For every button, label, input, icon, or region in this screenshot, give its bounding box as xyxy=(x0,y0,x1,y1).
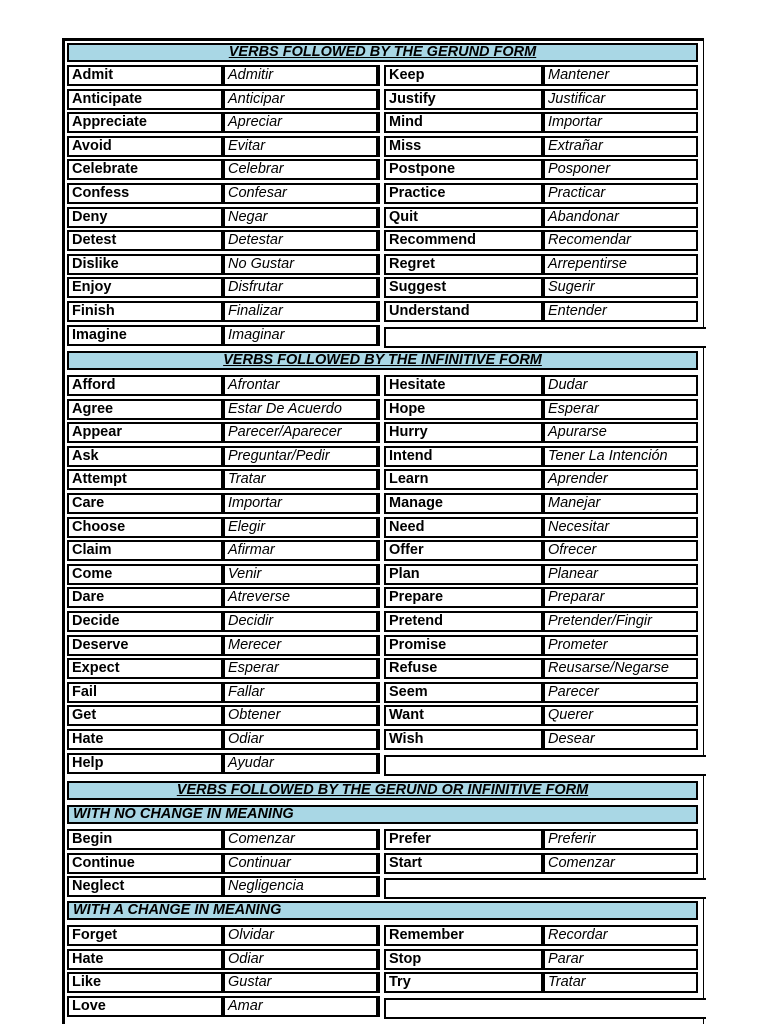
verb-spanish: Confesar xyxy=(223,183,380,204)
verb-english: Continue xyxy=(67,853,223,874)
verb-english: Fail xyxy=(67,682,223,703)
verb-english: Hate xyxy=(67,949,223,970)
empty-cell xyxy=(384,755,706,776)
verb-english: Manage xyxy=(384,493,543,514)
verb-spanish: Continuar xyxy=(223,853,380,874)
verb-english: Decide xyxy=(67,611,223,632)
verb-english: Celebrate xyxy=(67,159,223,180)
verb-english: Help xyxy=(67,753,223,774)
verb-english: Promise xyxy=(384,635,543,656)
verb-english: Need xyxy=(384,517,543,538)
verb-english: Prefer xyxy=(384,829,543,850)
verb-english: Hurry xyxy=(384,422,543,443)
verb-spanish: Pretender/Fingir xyxy=(543,611,698,632)
verb-spanish: Prometer xyxy=(543,635,698,656)
verb-spanish: Querer xyxy=(543,705,698,726)
verb-spanish: Afrontar xyxy=(223,375,380,396)
verb-english: Justify xyxy=(384,89,543,110)
verb-spanish: Atreverse xyxy=(223,587,380,608)
verb-english: Remember xyxy=(384,925,543,946)
verb-english: Seem xyxy=(384,682,543,703)
verb-spanish: Venir xyxy=(223,564,380,585)
verb-spanish: Entender xyxy=(543,301,698,322)
verb-spanish: No Gustar xyxy=(223,254,380,275)
verb-english: Forget xyxy=(67,925,223,946)
verb-spanish: Obtener xyxy=(223,705,380,726)
verb-english: Deserve xyxy=(67,635,223,656)
verb-english: Regret xyxy=(384,254,543,275)
verb-spanish: Importar xyxy=(223,493,380,514)
verb-english: Choose xyxy=(67,517,223,538)
verb-spanish: Evitar xyxy=(223,136,380,157)
verb-english: Understand xyxy=(384,301,543,322)
verb-english: Dislike xyxy=(67,254,223,275)
verb-spanish: Tener La Intención xyxy=(543,446,698,467)
verb-english: Care xyxy=(67,493,223,514)
verb-spanish: Odiar xyxy=(223,949,380,970)
verb-spanish: Celebrar xyxy=(223,159,380,180)
verb-english: Recommend xyxy=(384,230,543,251)
verb-english: Start xyxy=(384,853,543,874)
verb-spanish: Odiar xyxy=(223,729,380,750)
verb-english: Like xyxy=(67,972,223,993)
verb-english: Confess xyxy=(67,183,223,204)
verb-spanish: Finalizar xyxy=(223,301,380,322)
verb-spanish: Mantener xyxy=(543,65,698,86)
verb-spanish: Recordar xyxy=(543,925,698,946)
verb-english: Deny xyxy=(67,207,223,228)
verb-spanish: Esperar xyxy=(543,399,698,420)
verb-english: Attempt xyxy=(67,469,223,490)
section-title-infinitive: VERBS FOLLOWED BY THE INFINITIVE FORM xyxy=(67,351,698,370)
verb-spanish: Ayudar xyxy=(223,753,380,774)
verb-english: Mind xyxy=(384,112,543,133)
verb-spanish: Admitir xyxy=(223,65,380,86)
verb-spanish: Merecer xyxy=(223,635,380,656)
verb-spanish: Afirmar xyxy=(223,540,380,561)
verb-spanish: Sugerir xyxy=(543,277,698,298)
verb-english: Neglect xyxy=(67,876,223,897)
verb-english: Finish xyxy=(67,301,223,322)
empty-cell xyxy=(384,998,706,1019)
verb-spanish: Comenzar xyxy=(543,853,698,874)
verb-spanish: Negligencia xyxy=(223,876,380,897)
verb-spanish: Reusarse/Negarse xyxy=(543,658,698,679)
verb-english: Enjoy xyxy=(67,277,223,298)
verb-english: Hate xyxy=(67,729,223,750)
verb-spanish: Negar xyxy=(223,207,380,228)
verb-spanish: Fallar xyxy=(223,682,380,703)
verb-english: Pretend xyxy=(384,611,543,632)
verb-english: Claim xyxy=(67,540,223,561)
verb-spanish: Justificar xyxy=(543,89,698,110)
verb-spanish: Tratar xyxy=(543,972,698,993)
verb-spanish: Anticipar xyxy=(223,89,380,110)
verb-english: Wish xyxy=(384,729,543,750)
verb-english: Begin xyxy=(67,829,223,850)
verb-spanish: Tratar xyxy=(223,469,380,490)
verb-english: Love xyxy=(67,996,223,1017)
verb-english: Come xyxy=(67,564,223,585)
empty-cell xyxy=(384,327,706,348)
verb-spanish: Ofrecer xyxy=(543,540,698,561)
verb-english: Anticipate xyxy=(67,89,223,110)
verb-spanish: Recomendar xyxy=(543,230,698,251)
verb-spanish: Disfrutar xyxy=(223,277,380,298)
verb-spanish: Elegir xyxy=(223,517,380,538)
verb-english: Get xyxy=(67,705,223,726)
verb-english: Afford xyxy=(67,375,223,396)
verb-english: Dare xyxy=(67,587,223,608)
verb-spanish: Posponer xyxy=(543,159,698,180)
verb-english: Ask xyxy=(67,446,223,467)
verb-english: Prepare xyxy=(384,587,543,608)
verb-spanish: Apreciar xyxy=(223,112,380,133)
section-title-gerund-or-infinitive: VERBS FOLLOWED BY THE GERUND OR INFINITIVE FORM xyxy=(67,781,698,800)
verb-spanish: Parecer xyxy=(543,682,698,703)
verb-english: Try xyxy=(384,972,543,993)
verb-spanish: Detestar xyxy=(223,230,380,251)
verb-english: Want xyxy=(384,705,543,726)
verb-english: Agree xyxy=(67,399,223,420)
verb-english: Offer xyxy=(384,540,543,561)
verb-spanish: Necesitar xyxy=(543,517,698,538)
verb-spanish: Amar xyxy=(223,996,380,1017)
verb-english: Plan xyxy=(384,564,543,585)
verb-spanish: Manejar xyxy=(543,493,698,514)
verb-english: Imagine xyxy=(67,325,223,346)
verb-spanish: Olvidar xyxy=(223,925,380,946)
verb-english: Detest xyxy=(67,230,223,251)
verb-spanish: Abandonar xyxy=(543,207,698,228)
verb-spanish: Importar xyxy=(543,112,698,133)
verb-spanish: Preguntar/Pedir xyxy=(223,446,380,467)
verb-spanish: Dudar xyxy=(543,375,698,396)
verb-english: Postpone xyxy=(384,159,543,180)
verb-english: Learn xyxy=(384,469,543,490)
verb-english: Admit xyxy=(67,65,223,86)
verb-table xyxy=(62,38,706,1024)
verb-spanish: Imaginar xyxy=(223,325,380,346)
verb-english: Stop xyxy=(384,949,543,970)
verb-spanish: Esperar xyxy=(223,658,380,679)
verb-english: Appear xyxy=(67,422,223,443)
verb-english: Expect xyxy=(67,658,223,679)
verb-spanish: Planear xyxy=(543,564,698,585)
subsection-no-change: WITH NO CHANGE IN MEANING xyxy=(67,805,698,824)
verb-spanish: Arrepentirse xyxy=(543,254,698,275)
verb-english: Practice xyxy=(384,183,543,204)
verb-spanish: Parar xyxy=(543,949,698,970)
verb-spanish: Preparar xyxy=(543,587,698,608)
verb-english: Avoid xyxy=(67,136,223,157)
verb-spanish: Comenzar xyxy=(223,829,380,850)
verb-english: Miss xyxy=(384,136,543,157)
subsection-change: WITH A CHANGE IN MEANING xyxy=(67,901,698,920)
verb-spanish: Preferir xyxy=(543,829,698,850)
verb-spanish: Desear xyxy=(543,729,698,750)
verb-english: Suggest xyxy=(384,277,543,298)
verb-spanish: Estar De Acuerdo xyxy=(223,399,380,420)
verb-english: Hope xyxy=(384,399,543,420)
verb-english: Intend xyxy=(384,446,543,467)
verb-spanish: Decidir xyxy=(223,611,380,632)
verb-spanish: Parecer/Aparecer xyxy=(223,422,380,443)
verb-english: Hesitate xyxy=(384,375,543,396)
verb-spanish: Practicar xyxy=(543,183,698,204)
verb-spanish: Aprender xyxy=(543,469,698,490)
verb-spanish: Extrañar xyxy=(543,136,698,157)
empty-cell xyxy=(384,878,706,899)
verb-english: Keep xyxy=(384,65,543,86)
verb-spanish: Gustar xyxy=(223,972,380,993)
verb-english: Appreciate xyxy=(67,112,223,133)
section-title-gerund: VERBS FOLLOWED BY THE GERUND FORM xyxy=(67,43,698,62)
verb-english: Refuse xyxy=(384,658,543,679)
verb-spanish: Apurarse xyxy=(543,422,698,443)
verb-english: Quit xyxy=(384,207,543,228)
